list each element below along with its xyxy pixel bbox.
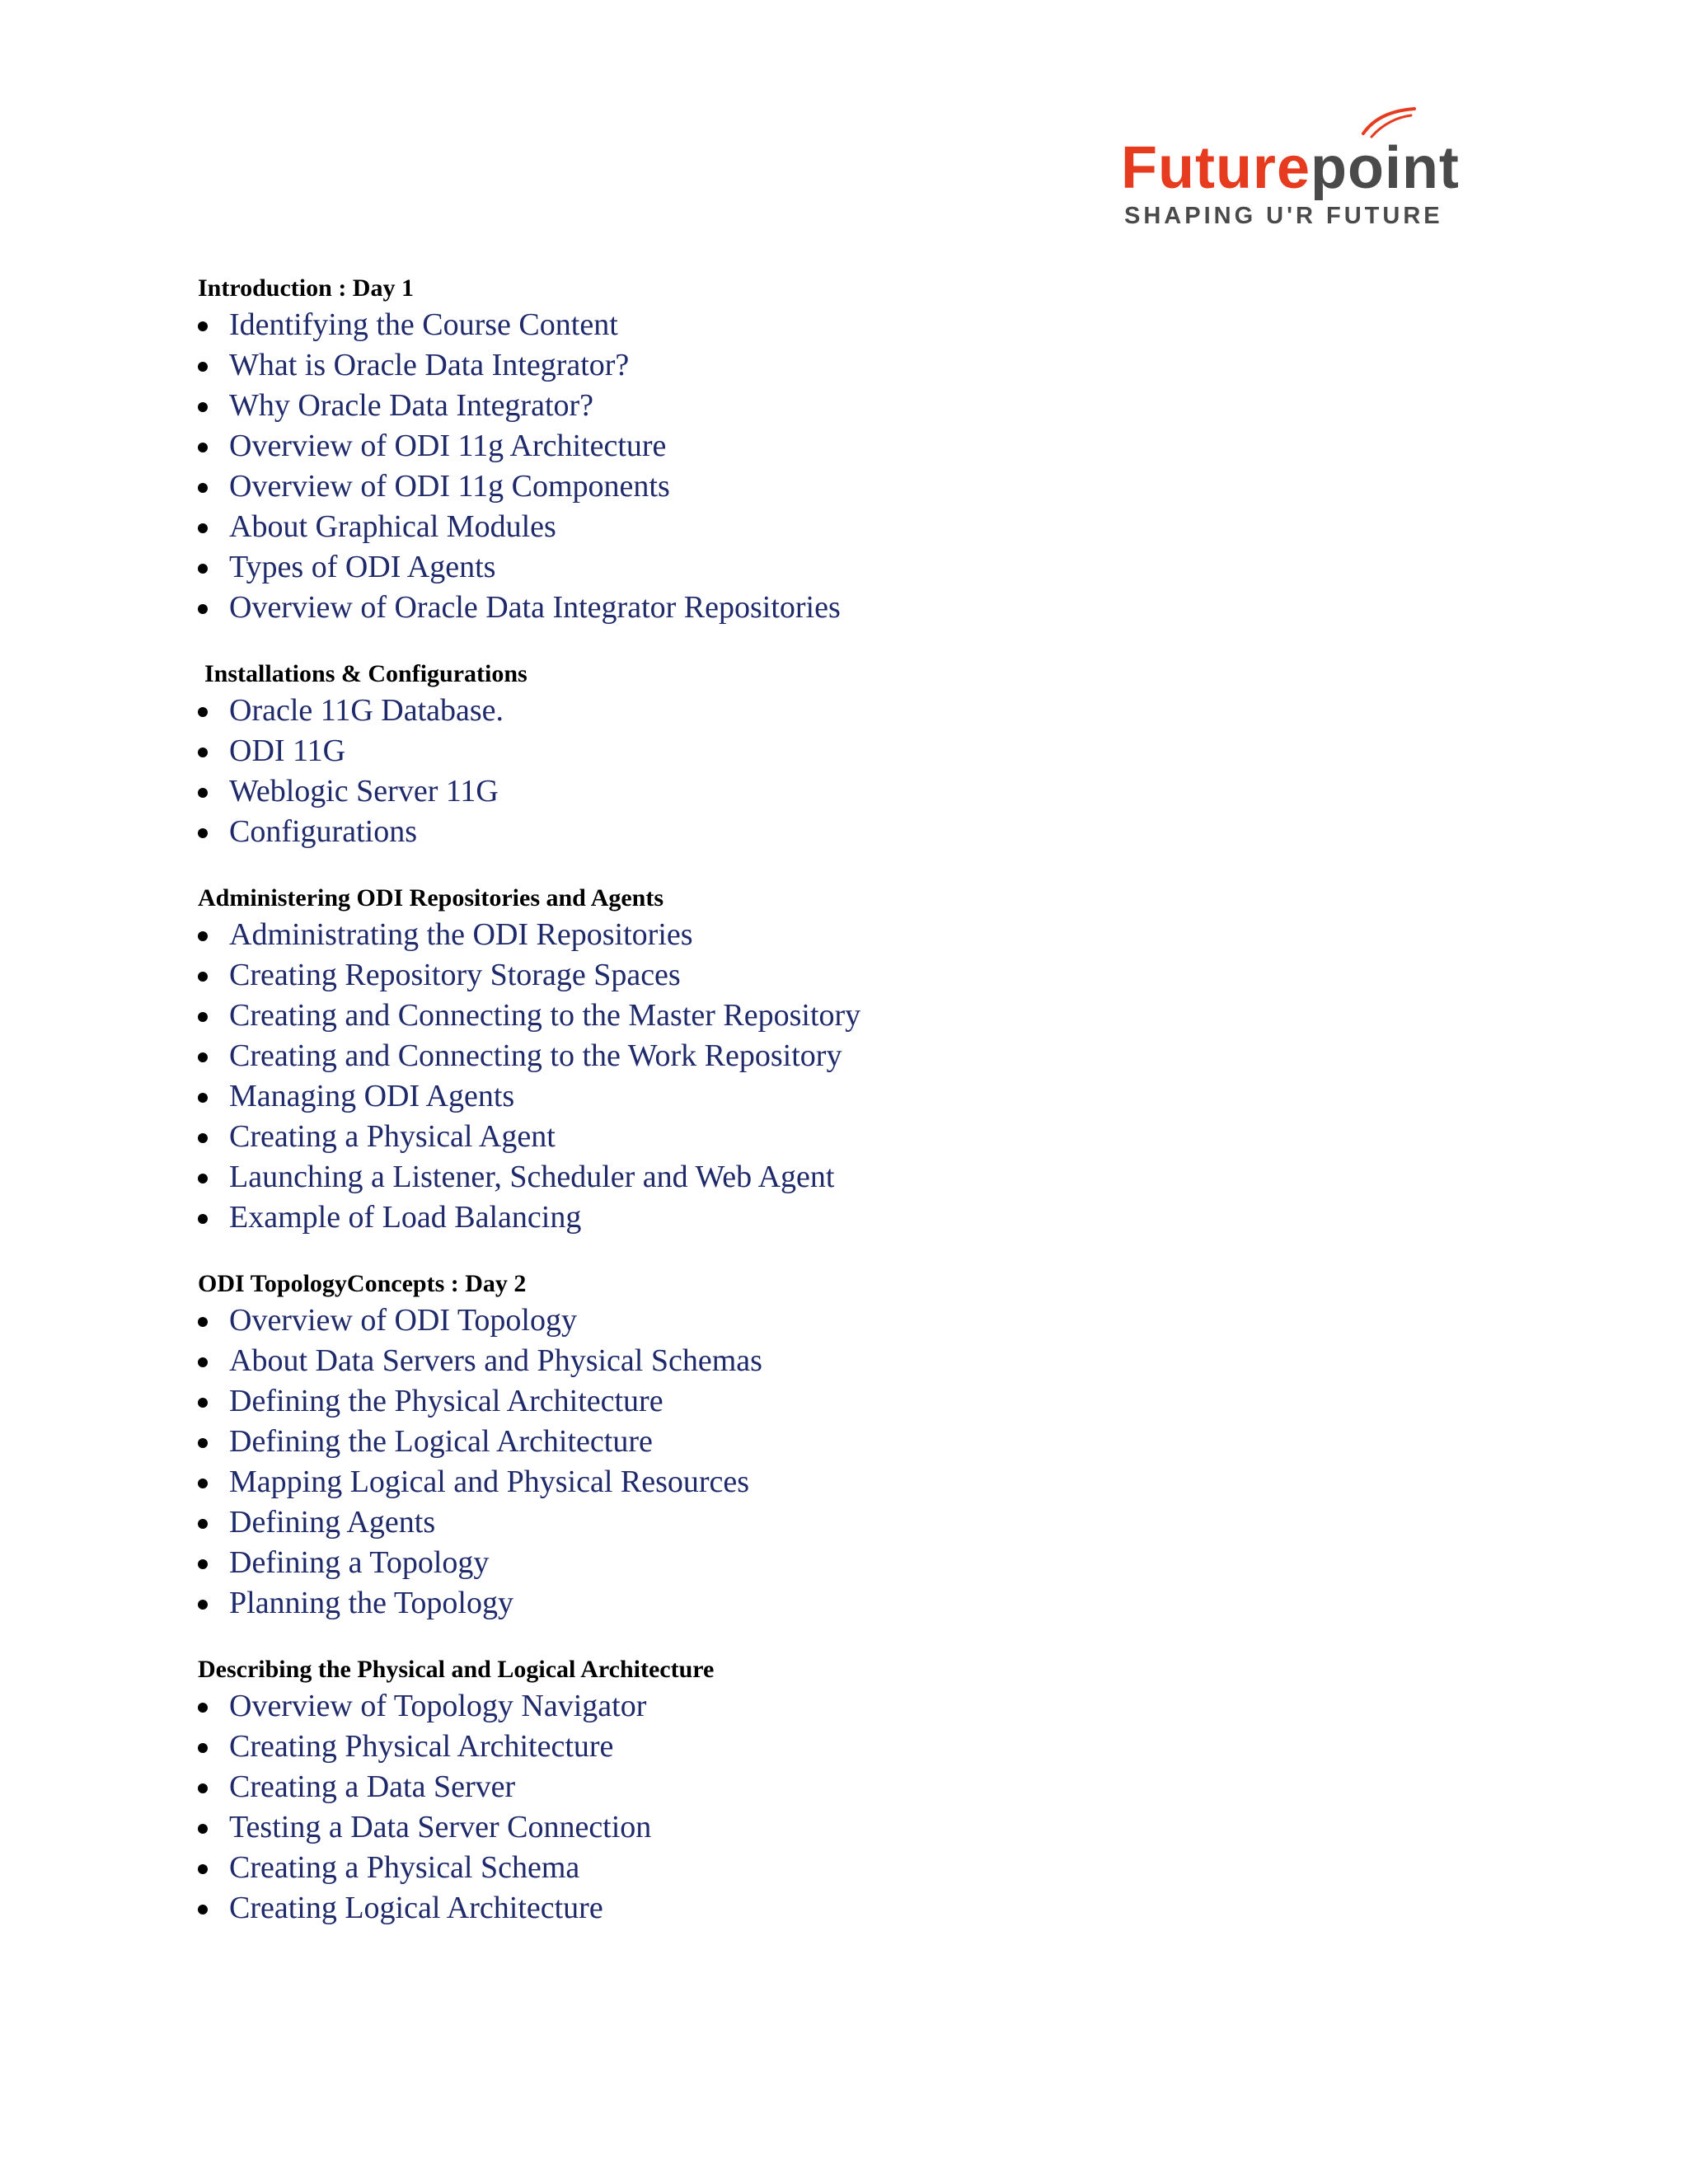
swoosh-icon bbox=[1360, 105, 1418, 138]
list-item: What is Oracle Data Integrator? bbox=[198, 345, 1434, 386]
logo-word-future: Future bbox=[1121, 135, 1311, 201]
list-item: Creating Physical Architecture bbox=[198, 1727, 1434, 1767]
list-item: Creating a Physical Agent bbox=[198, 1117, 1434, 1157]
list-item: Administrating the ODI Repositories bbox=[198, 915, 1434, 955]
section-topology-concepts bbox=[198, 1268, 1434, 1624]
list-item: Defining a Topology bbox=[198, 1543, 1434, 1583]
bullet-list bbox=[198, 691, 1434, 852]
list-item: Creating a Physical Schema bbox=[198, 1848, 1434, 1888]
list-item: Oracle 11G Database. bbox=[198, 691, 1434, 731]
list-item: Launching a Listener, Scheduler and Web Agent bbox=[198, 1157, 1434, 1197]
list-item: Defining the Physical Architecture bbox=[198, 1381, 1434, 1422]
bullet-list bbox=[198, 1301, 1434, 1624]
list-item: Weblogic Server 11G bbox=[198, 771, 1434, 812]
list-item: Identifying the Course Content bbox=[198, 305, 1434, 345]
logo-word-point: point bbox=[1310, 135, 1460, 201]
futurepoint-logo bbox=[1121, 105, 1460, 237]
list-item: Defining the Logical Architecture bbox=[198, 1422, 1434, 1462]
section-installations bbox=[198, 658, 1434, 852]
section-heading: Introduction : Day 1 bbox=[198, 274, 414, 302]
list-item: Creating and Connecting to the Work Repository bbox=[198, 1036, 1434, 1076]
list-item: Overview of ODI 11g Architecture bbox=[198, 426, 1434, 466]
list-item: Planning the Topology bbox=[198, 1583, 1434, 1624]
list-item: About Data Servers and Physical Schemas bbox=[198, 1341, 1434, 1381]
bullet-list bbox=[198, 915, 1434, 1238]
bullet-list bbox=[198, 305, 1434, 628]
list-item: ODI 11G bbox=[198, 731, 1434, 771]
course-outline bbox=[198, 272, 1434, 1929]
list-item: Creating and Connecting to the Master Repository bbox=[198, 996, 1434, 1036]
section-heading: Describing the Physical and Logical Architecture bbox=[198, 1656, 715, 1683]
logo-tagline: SHAPING U'R FUTURE bbox=[1124, 203, 1443, 229]
list-item: Configurations bbox=[198, 812, 1434, 852]
list-item: Managing ODI Agents bbox=[198, 1076, 1434, 1117]
list-item: Overview of ODI 11g Components bbox=[198, 466, 1434, 507]
bullet-list bbox=[198, 1686, 1434, 1929]
logo-wordmark bbox=[1121, 135, 1460, 201]
list-item: Creating Logical Architecture bbox=[198, 1888, 1434, 1929]
list-item: Overview of Topology Navigator bbox=[198, 1686, 1434, 1727]
list-item: Overview of ODI Topology bbox=[198, 1301, 1434, 1341]
list-item: Types of ODI Agents bbox=[198, 547, 1434, 588]
list-item: Defining Agents bbox=[198, 1502, 1434, 1543]
list-item: About Graphical Modules bbox=[198, 507, 1434, 547]
list-item: Creating a Data Server bbox=[198, 1767, 1434, 1807]
section-heading: ODI TopologyConcepts : Day 2 bbox=[198, 1270, 527, 1297]
section-heading: Installations & Configurations bbox=[204, 660, 528, 687]
list-item: Creating Repository Storage Spaces bbox=[198, 955, 1434, 996]
section-introduction bbox=[198, 272, 1434, 628]
list-item: Why Oracle Data Integrator? bbox=[198, 386, 1434, 426]
section-physical-logical bbox=[198, 1653, 1434, 1929]
list-item: Example of Load Balancing bbox=[198, 1197, 1434, 1238]
list-item: Overview of Oracle Data Integrator Repositories bbox=[198, 588, 1434, 628]
section-administering bbox=[198, 882, 1434, 1238]
section-heading: Administering ODI Repositories and Agents bbox=[198, 884, 664, 912]
list-item: Mapping Logical and Physical Resources bbox=[198, 1462, 1434, 1502]
list-item: Testing a Data Server Connection bbox=[198, 1807, 1434, 1848]
